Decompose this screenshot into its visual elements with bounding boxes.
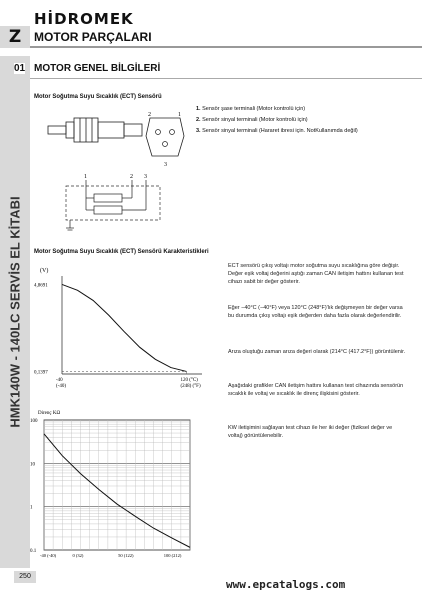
voltage-y-tick: 0,1397 xyxy=(34,370,48,376)
resistance-x-tick: 50 (122) xyxy=(118,553,134,558)
chapter-title: MOTOR PARÇALARI xyxy=(34,30,152,44)
resistance-y-tick: 0.1 xyxy=(30,549,37,554)
side-bar xyxy=(0,56,30,568)
voltage-chart xyxy=(32,262,222,388)
voltage-x-tick: -40 xyxy=(56,378,63,383)
pin-label: 2 xyxy=(130,174,133,180)
brand-logo: HİDROMEK xyxy=(34,10,134,28)
subsection-rule xyxy=(30,78,422,79)
resistance-y-tick: 10 xyxy=(30,462,35,468)
pin-label: 1 xyxy=(84,174,87,180)
sensor-caption: Motor Soğutma Suyu Sıcaklık (ECT) Sensörü xyxy=(34,94,162,100)
voltage-y-tick: 4,8691 xyxy=(34,283,48,289)
chapter-header xyxy=(0,26,422,48)
sensor-body xyxy=(48,118,142,142)
description-paragraph: Eğer −40°C (−40°F) veya 120°C (248°F)'lık değişmeyen bir değer varsa bu durumda çıkış voltajı eşik değerden daha fazla olarak değerlendirilir. xyxy=(228,305,403,319)
page-number: 250 xyxy=(14,571,36,583)
voltage-x-tick: (-40) xyxy=(56,384,66,388)
resistance-y-tick: 100 xyxy=(30,419,38,424)
footer-url: www.epcatalogs.com xyxy=(226,578,346,591)
resistance-chart xyxy=(30,406,224,560)
description-paragraph: ECT sensörü çıkış voltajı motor soğutma suyu sıcaklığına göre değişir. Değer eşik voltaj değerini aştığı zaman CAN iletişim hattını kullanan test cihazı sabit bir değer gösterir. xyxy=(228,263,404,285)
resistance-ylabel: Direnç KΩ xyxy=(38,411,61,416)
description-paragraph: Aşağıdaki grafikler CAN iletişim hattını kullanan test cihazında sensörün sıcaklık ile voltaj ve sıcaklık ile direnç ilişkisini gösterir. xyxy=(228,383,404,397)
pin-legend xyxy=(196,104,358,137)
resistance-x-tick: 100 (212) xyxy=(163,553,182,558)
side-title: HMK140W - 140LC SERVİS EL KİTABI xyxy=(7,196,23,428)
connector-face xyxy=(142,106,188,168)
resistance-y-tick: 1 xyxy=(30,505,33,511)
pin-label: 2 xyxy=(148,112,151,118)
subsection-title: MOTOR GENEL BİLGİLERİ xyxy=(34,63,161,74)
subsection-number: 01 xyxy=(14,63,26,74)
description-paragraph: Arıza oluştuğu zaman arıza değeri olarak (214°C (417.2°F)) görüntülenir. xyxy=(228,349,406,355)
pin-label: 1 xyxy=(178,112,181,118)
sensor-drawing xyxy=(40,104,150,154)
voltage-ylabel: (V) xyxy=(40,268,49,274)
legend-item: 1. Sensör şase terminali (Motor kontrolü için) xyxy=(196,106,306,112)
pin-label: 3 xyxy=(144,174,147,180)
chapter-letter: Z xyxy=(0,26,30,48)
pin-label: 3 xyxy=(164,162,167,168)
characteristics-caption: Motor Soğutma Suyu Sıcaklık (ECT) Sensörü Karakteristikleri xyxy=(34,249,209,255)
voltage-x-tick: 120 (°C) xyxy=(180,378,198,383)
legend-item: 2. Sensör sinyal terminali (Motor kontrolü için) xyxy=(196,117,308,123)
resistance-x-tick: 0 (32) xyxy=(72,553,84,558)
voltage-x-tick: (248) (°F) xyxy=(180,384,201,388)
resistance-x-tick: -40 (-40) xyxy=(40,553,57,558)
description-paragraph: KW iletişimini sağlayan test cihazı ile her iki değer (fiziksel değer ve voltaj) görüntülenebilir. xyxy=(228,425,393,439)
voltage-curve xyxy=(62,284,186,371)
circuit-schematic xyxy=(60,172,170,234)
legend-item: 3. Sensör sinyal terminali (Hararet ibresi için. NotKullanımda değil) xyxy=(196,128,358,134)
